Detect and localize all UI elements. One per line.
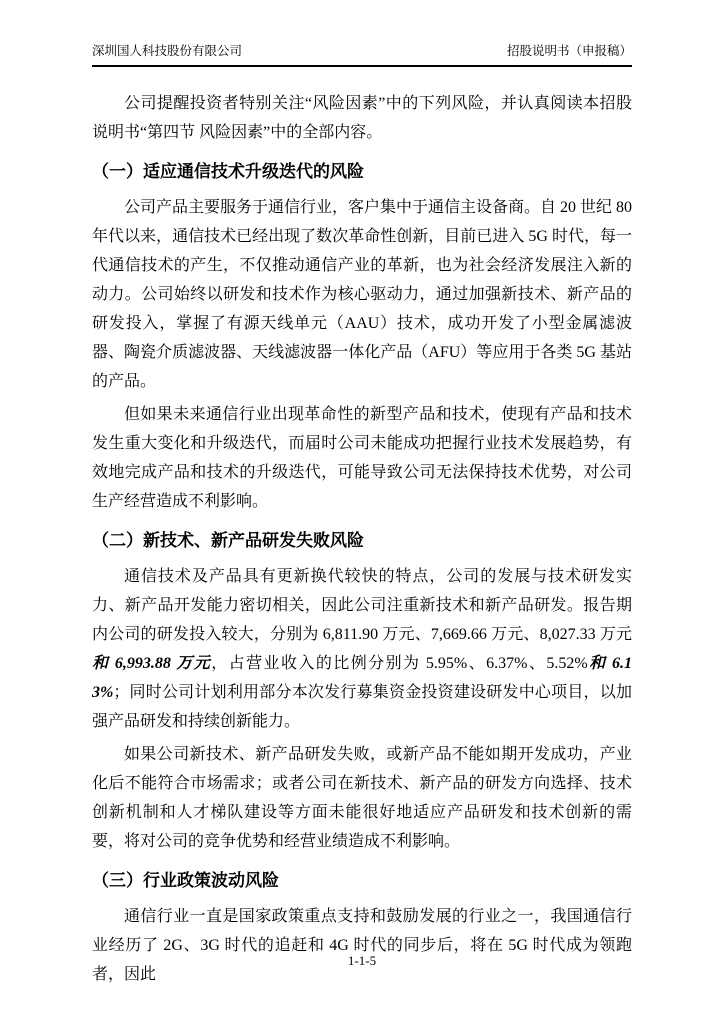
emphasized-figure-run: 和 6,993.88 万元 xyxy=(92,655,212,672)
page-footer xyxy=(0,953,724,968)
emphasized-figure-run: 和 6.13% xyxy=(92,655,632,701)
page-number: 1-1-5 xyxy=(347,953,377,968)
text-run: 公司产品主要服务于通信行业，客户集中于通信主设备商。自 20 世纪 80 年代以来，通信技术已经出现了数次革命性创新，目前已进入 5G 时代，每一代通信技术的产生，不仅推动通信产业的革新，也为社会经济发展注入新的动力。公司始终以研发和技术作为核心驱动力，通过加强新技术、新产品的研发投入，掌握了有源天线单元（AAU）技术，成功开发了小型金属滤波器、陶瓷介质滤波器、天线滤波器一体化产品（AFU）等应用于各类 5G 基站的产品。 xyxy=(92,199,633,390)
text-run: 公司提醒投资者特别关注“风险因素”中的下列风险，并认真阅读本招股说明书“第四节 风险因素”中的全部内容。 xyxy=(92,95,632,141)
section-1-heading: （一）适应通信技术升级迭代的风险 xyxy=(92,162,364,181)
section-2-heading: （二）新技术、新产品研发失败风险 xyxy=(92,531,364,550)
section-1-paragraph-2 xyxy=(92,400,632,516)
intro-paragraph xyxy=(92,89,632,147)
page-header xyxy=(92,44,632,67)
text-run: 通信技术及产品具有更新换代较快的特点，公司的发展与技术研发实力、新产品开发能力密切相关，因此公司注重新技术和新产品研发。报告期内公司的研发投入较大，分别为 6,811.90 万元、7,669.66 万元、8,027.33 万元 xyxy=(92,568,632,643)
section-1-paragraph-1 xyxy=(92,193,632,396)
text-run: 但如果未来通信行业出现革命性的新型产品和技术，使现有产品和技术发生重大变化和升级迭代，而届时公司未能成功把握行业技术发展趋势，有效地完成产品和技术的升级迭代，可能导致公司无法保持技术优势，对公司生产经营造成不利影响。 xyxy=(92,406,632,510)
header-doc-type: 招股说明书（申报稿） xyxy=(506,44,632,58)
text-run: 如果公司新技术、新产品研发失败，或新产品不能如期开发成功，产业化后不能符合市场需求；或者公司在新技术、新产品的研发方向选择、技术创新机制和人才梯队建设等方面未能很好地适应产品研发和技术创新的需要，将对公司的竞争优势和经营业绩造成不利影响。 xyxy=(92,746,632,850)
section-2-paragraph-2 xyxy=(92,740,632,856)
header-company-name: 深圳国人科技股份有限公司 xyxy=(92,44,243,58)
text-run: 通信行业一直是国家政策重点支持和鼓励发展的行业之一，我国通信行业经历了 2G、3G 时代的追赶和 4G 时代的同步后，将在 5G 时代成为领跑者，因此 xyxy=(92,908,632,983)
section-3-paragraph-1 xyxy=(92,902,632,989)
document-body xyxy=(92,67,632,989)
section-2-paragraph-1 xyxy=(92,562,632,736)
text-run: ，占营业收入的比例分别为 5.95%、6.37%、5.52% xyxy=(211,655,588,672)
section-3-heading: （三）行业政策波动风险 xyxy=(92,871,279,890)
text-run: ；同时公司计划利用部分本次发行募集资金投资建设研发中心项目，以加强产品研发和持续创新能力。 xyxy=(92,684,632,730)
